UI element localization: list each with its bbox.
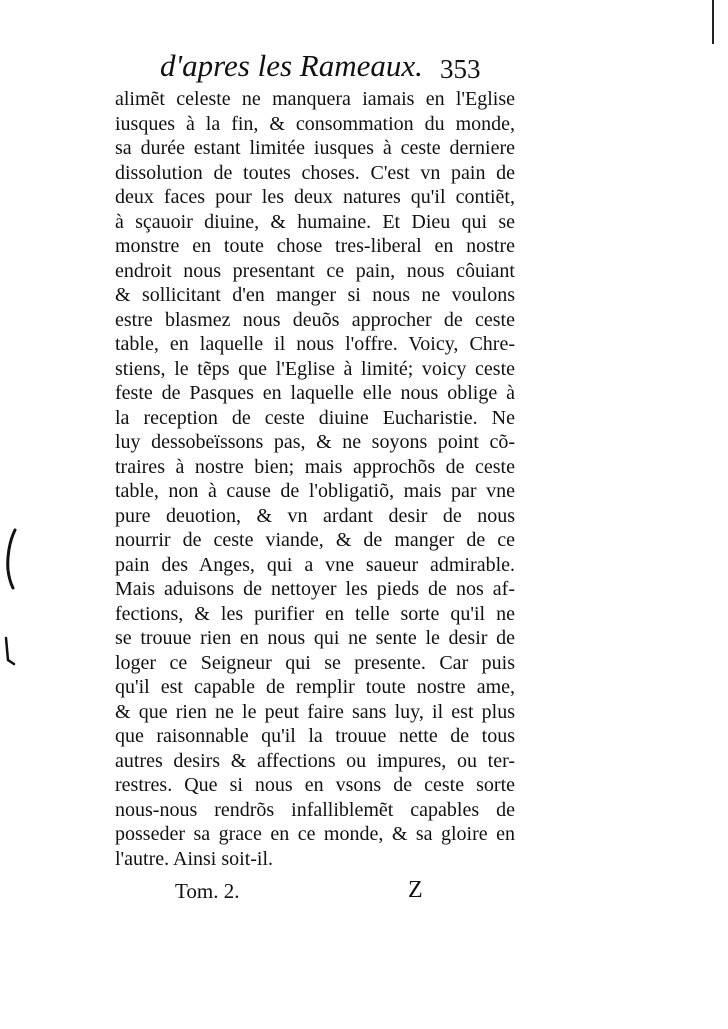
text-line: feste de Pasques en laquelle elle nous oblige à	[115, 382, 515, 404]
text-line: & que rien ne le peut faire sans luy, il est plus	[115, 700, 515, 723]
text-line: à sçauoir diuine, & humaine. Et Dieu qui se	[115, 210, 515, 233]
text-line: stiens, le tẽps que l'Eglise à limité; voicy ceste	[115, 357, 515, 380]
gathering-mark: Z	[408, 877, 423, 903]
text-line: traires à nostre bien; mais approchõs de ceste	[115, 455, 515, 478]
text-line: qu'il est capable de remplir toute nostre ame,	[115, 676, 515, 698]
text-line: sa durée estant limitée iusques à ceste derniere	[115, 137, 515, 159]
text-line: autres desirs & affections ou impures, ou ter-	[115, 749, 515, 772]
text-line: deux faces pour les deux natures qu'il contiẽt,	[115, 186, 515, 208]
text-line: alimẽt celeste ne manquera iamais en l'Eglise	[115, 88, 515, 110]
body-text	[115, 87, 515, 871]
text-line: se trouue rien en nous qui ne sente le desir de	[115, 627, 515, 649]
text-line: que raisonnable qu'il la trouue nette de tous	[115, 725, 515, 747]
text-line: Mais aduisons de nettoyer les pieds de nos af-	[115, 578, 515, 600]
margin-mark	[2, 636, 16, 666]
page-number: 353	[440, 54, 481, 84]
text-line: dissolution de toutes choses. C'est vn pain de	[115, 161, 515, 184]
text-line: table, en laquelle il nous l'offre. Voicy, Chre-	[115, 333, 515, 355]
text-line: loger ce Seigneur qui se presente. Car puis	[115, 651, 515, 674]
text-line: endroit nous presentant ce pain, nous côuiant	[115, 259, 515, 282]
text-line: monstre en toute chose tres-liberal en nostre	[115, 235, 515, 257]
margin-mark	[4, 528, 18, 590]
text-line: iusques à la fin, & consommation du monde,	[115, 112, 515, 135]
volume-signature: Tom. 2.	[175, 879, 240, 903]
text-line: table, non à cause de l'obligatiõ, mais par vne	[115, 480, 515, 502]
text-line: pure deuotion, & vn ardant desir de nous	[115, 504, 515, 527]
text-line: luy dessobeïssons pas, & ne soyons point cõ-	[115, 431, 515, 453]
running-head: d'apres les Rameaux.	[160, 48, 423, 83]
text-line: fections, & les purifier en telle sorte qu'il ne	[115, 602, 515, 625]
text-line: nourrir de ceste viande, & de manger de ce	[115, 529, 515, 551]
edge-rule	[712, 0, 714, 44]
text-line: l'autre. Ainsi soit-il.	[115, 847, 274, 870]
text-line: restres. Que si nous en vsons de ceste sorte	[115, 774, 515, 796]
text-line: estre blasmez nous deuõs approcher de ceste	[115, 308, 515, 331]
text-line: pain des Anges, qui a vne saueur admirable.	[115, 553, 515, 576]
text-line: & sollicitant d'en manger si nous ne voulons	[115, 284, 515, 306]
text-line: posseder sa grace en ce monde, & sa gloire en	[115, 823, 515, 845]
text-line: la reception de ceste diuine Eucharistie. Ne	[115, 406, 515, 429]
text-line: nous-nous rendrõs infalliblemẽt capables de	[115, 798, 515, 821]
